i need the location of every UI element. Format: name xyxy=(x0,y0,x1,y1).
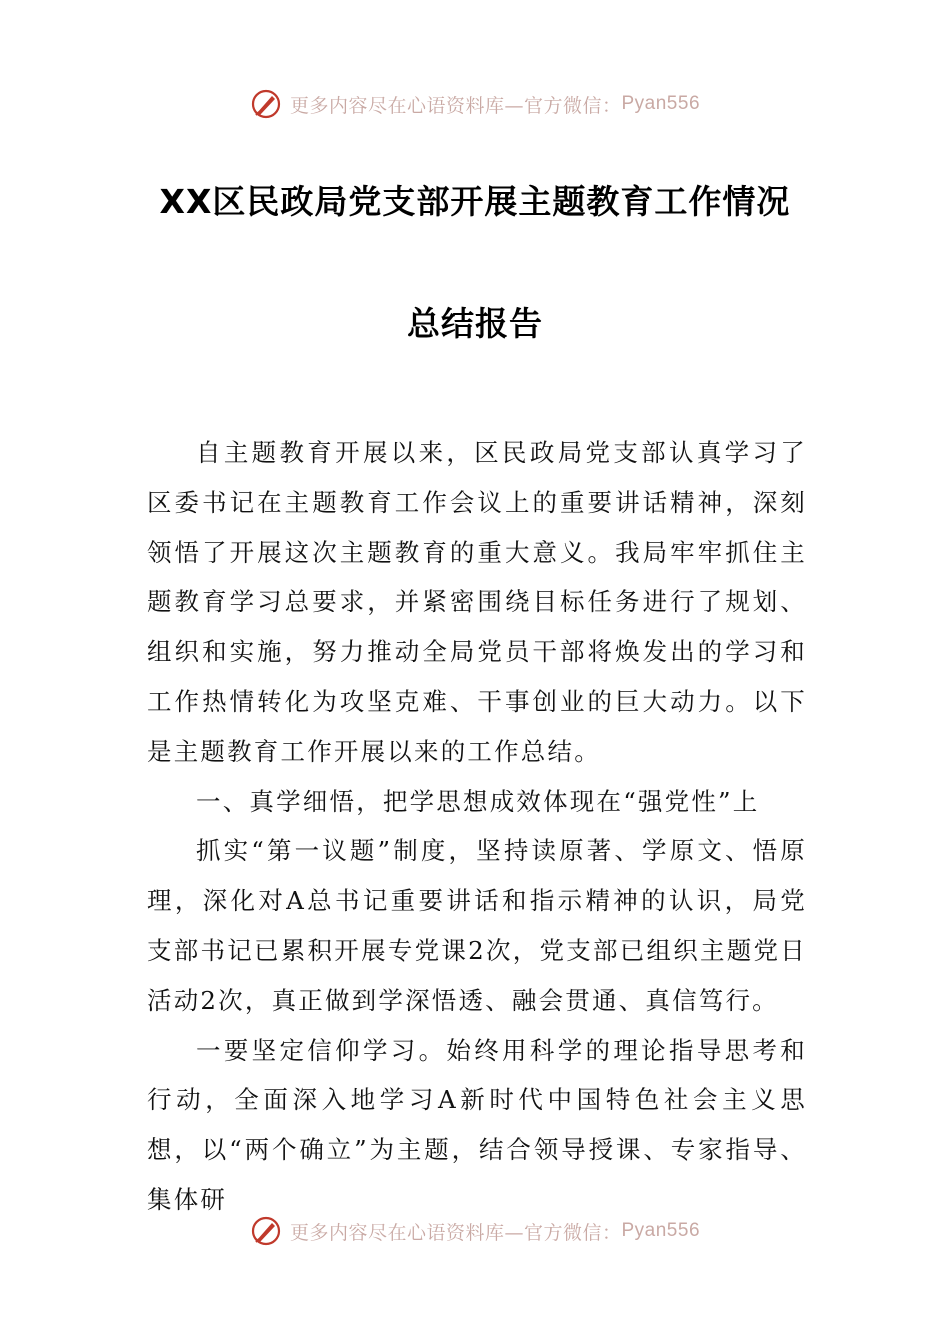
document-title-line-1: XX区民政局党支部开展主题教育工作情况 xyxy=(159,182,791,221)
watermark-footer xyxy=(0,1211,950,1251)
paragraph: 自主题教育开展以来，区民政局党支部认真学习了区委书记在主题教育工作会议上的重要讲话精神，深刻领悟了开展这次主题教育的重大意义。我局牢牢抓住主题教育学习总要求，并紧密围绕目标任务进行了规划、组织和实施，努力推动全局党员干部将焕发出的学习和工作热情转化为攻坚克难、干事创业的巨大动力。以下是主题教育工作开展以来的工作总结。 xyxy=(147,438,807,766)
document-title-line-2: 总结报告 xyxy=(407,304,543,343)
watermark-text: 更多内容尽在心语资料库—官方微信： xyxy=(289,94,622,117)
quill-pen-logo-icon xyxy=(250,1215,282,1247)
document-body xyxy=(147,428,807,1225)
watermark-text: 更多内容尽在心语资料库—官方微信： xyxy=(289,1221,622,1244)
watermark-header xyxy=(0,84,950,124)
watermark-wechat-id: Pyan556 xyxy=(621,1220,701,1241)
section-heading: 一、真学细悟，把学思想成效体现在“强党性”上 xyxy=(196,786,760,816)
paragraph: 一要坚定信仰学习。始终用科学的理论指导思考和行动，全面深入地学习A新时代中国特色社会主义思想，以“两个确立”为主题，结合领导授课、专家指导、集体研 xyxy=(147,1035,807,1214)
paragraph: 抓实“第一议题”制度，坚持读原著、学原文、悟原理，深化对A总书记重要讲话和指示精神的认识，局党支部书记已累积开展专党课2次，党支部已组织主题党日活动2次，真正做到学深悟透、融会贯通、真信笃行。 xyxy=(147,836,807,1015)
quill-pen-logo-icon xyxy=(250,88,282,120)
watermark-wechat-id: Pyan556 xyxy=(621,93,701,114)
